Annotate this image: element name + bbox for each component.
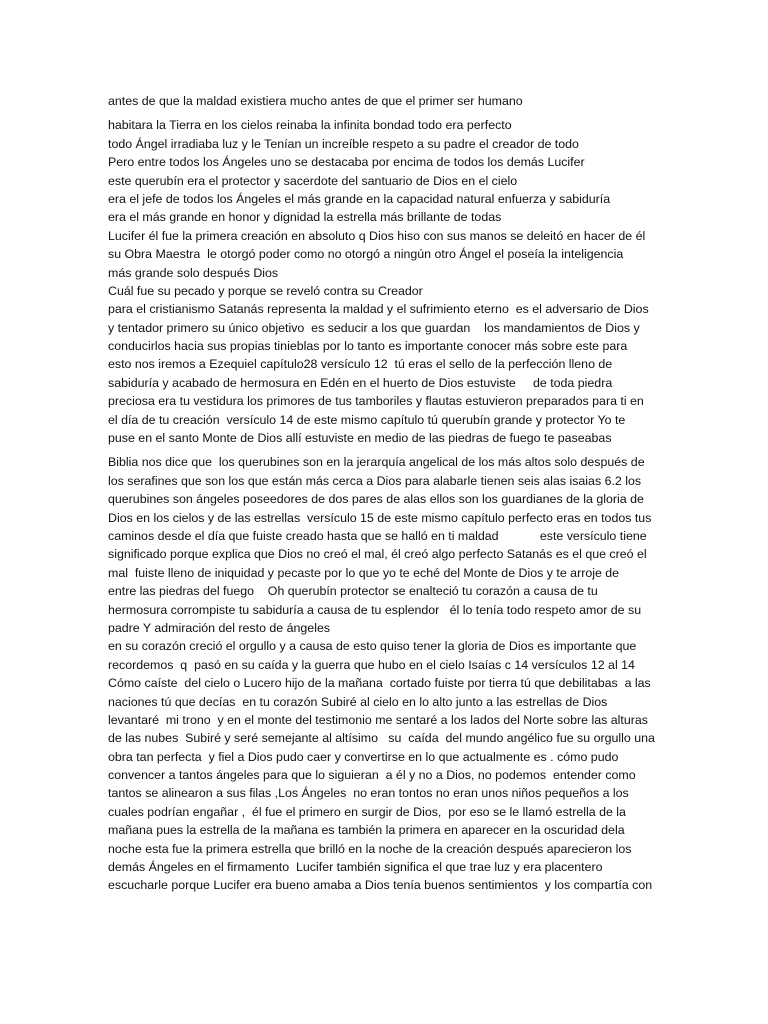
text-line: esto nos iremos a Ezequiel capítulo28 versículo 12 tú eras el sello de la perfección lleno de bbox=[108, 357, 613, 372]
text-line: este querubín era el protector y sacerdote del santuario de Dios en el cielo bbox=[108, 173, 518, 188]
text-line: noche esta fue la primera estrella que brilló en la noche de la creación después aparecieron los bbox=[108, 841, 632, 856]
text-line: Dios en los cielos y de las estrellas versículo 15 de este mismo capítulo perfecto eras en todos tus bbox=[108, 510, 652, 525]
text-line: mal fuiste lleno de iniquidad y pecaste por lo que yo te eché del Monte de Dios y te arroje de bbox=[108, 565, 620, 580]
text-line: Lucifer él fue la primera creación en absoluto q Dios hiso con sus manos se deleitó en hacer de él bbox=[108, 228, 646, 243]
text-line: Biblia nos dice que los querubines son en la jerarquía angelical de los más altos solo después de bbox=[108, 455, 645, 470]
text-line: entre las piedras del fuego Oh querubín protector se enalteció tu corazón a causa de tu bbox=[108, 584, 598, 599]
text-line: de las nubes Subiré y seré semejante al altísimo su caída del mundo angélico fue su orgullo una bbox=[108, 731, 655, 746]
text-line: convencer a tantos ángeles para que lo siguieran a él y no a Dios, no podemos entender como bbox=[108, 768, 636, 783]
document-body bbox=[108, 92, 748, 895]
text-line: el día de tu creación versículo 14 de este mismo capítulo tú querubín grande y protector Yo te bbox=[108, 412, 626, 427]
text-line: cuales podrían engañar , él fue el primero en surgir de Dios, por eso se le llamó estrella de la bbox=[108, 804, 626, 819]
text-line: Cuál fue su pecado y porque se reveló contra su Creador bbox=[108, 283, 423, 298]
text-line: Cómo caíste del cielo o Lucero hijo de la mañana cortado fuiste por tierra tú que debilitabas a las bbox=[108, 676, 651, 691]
text-line: Pero entre todos los Ángeles uno se destacaba por encima de todos los demás Lucifer bbox=[108, 155, 585, 170]
text-line: puse en el santo Monte de Dios allí estuviste en medio de las piedras de fuego te paseabas bbox=[108, 431, 612, 446]
text-line: en su corazón creció el orgullo y a causa de esto quiso tener la gloria de Dios es importante que bbox=[108, 639, 637, 654]
text-line: naciones tú que decías en tu corazón Subiré al cielo en lo alto junto a las estrellas de Dios bbox=[108, 694, 608, 709]
text-line: caminos desde el día que fuiste creado hasta que se halló en ti maldad este versículo tiene bbox=[108, 528, 647, 543]
text-line: conducirlos hacia sus propias tinieblas por lo tanto es importante conocer más sobre este para bbox=[108, 339, 628, 354]
text-line: y tentador primero su único objetivo es seducir a los que guardan los mandamientos de Dios y bbox=[108, 320, 640, 335]
text-line: para el cristianismo Satanás representa la maldad y el sufrimiento eterno es el adversario de Dios bbox=[108, 302, 649, 317]
text-line: era el jefe de todos los Ángeles el más grande en la capacidad natural enfuerza y sabiduría bbox=[108, 191, 611, 206]
text-line: recordemos q pasó en su caída y la guerra que hubo en el cielo Isaías c 14 versículos 12 al 14 bbox=[108, 657, 635, 672]
text-line: los serafines que son los que están más cerca a Dios para alabarle tienen seis alas isaias 6.2 los bbox=[108, 473, 642, 488]
text-line: todo Ángel irradiaba luz y le Tenían un increíble respeto a su padre el creador de todo bbox=[108, 136, 579, 151]
text-line: su Obra Maestra le otorgó poder como no otorgó a ningún otro Ángel el poseía la inteligencia bbox=[108, 247, 624, 262]
text-line: tantos se alinearon a sus filas ,Los Ángeles no eran tontos no eran unos niños pequeños a los bbox=[108, 786, 629, 801]
text-line: levantaré mi trono y en el monte del testimonio me sentaré a los lados del Norte sobre las alturas bbox=[108, 712, 648, 727]
text-line: obra tan perfecta y fiel a Dios pudo caer y convertirse en lo que actualmente es . cómo pudo bbox=[108, 749, 619, 764]
text-line: mañana pues la estrella de la mañana es también la primera en aparecer en la oscuridad dela bbox=[108, 823, 625, 838]
text-line: sabiduría y acabado de hermosura en Edén en el huerto de Dios estuviste de toda piedra bbox=[108, 375, 613, 390]
text-line: habitara la Tierra en los cielos reinaba la infinita bondad todo era perfecto bbox=[108, 118, 512, 133]
text-line: era el más grande en honor y dignidad la estrella más brillante de todas bbox=[108, 210, 502, 225]
text-line: padre Y admiración del resto de ángeles bbox=[108, 620, 331, 635]
text-line: preciosa era tu vestidura los primores de tus tamboriles y flautas estuvieron preparados para ti en bbox=[108, 394, 644, 409]
text-line: querubines son ángeles poseedores de dos pares de alas ellos son los guardianes de la gloria de bbox=[108, 492, 644, 507]
text-line: más grande solo después Dios bbox=[108, 265, 279, 280]
text-line: demás Ángeles en el firmamento Lucifer también significa el que trae luz y era placentero bbox=[108, 860, 603, 875]
text-line: antes de que la maldad existiera mucho antes de que el primer ser humano bbox=[108, 94, 523, 108]
text-line: hermosura corrompiste tu sabiduría a causa de tu esplendor él lo tenía todo respeto amor de su bbox=[108, 602, 642, 617]
text-line: escucharle porque Lucifer era bueno amaba a Dios tenía buenos sentimientos y los compartía con bbox=[108, 878, 653, 893]
text-line: significado porque explica que Dios no creó el mal, él creó algo perfecto Satanás es el que creó el bbox=[108, 547, 647, 562]
